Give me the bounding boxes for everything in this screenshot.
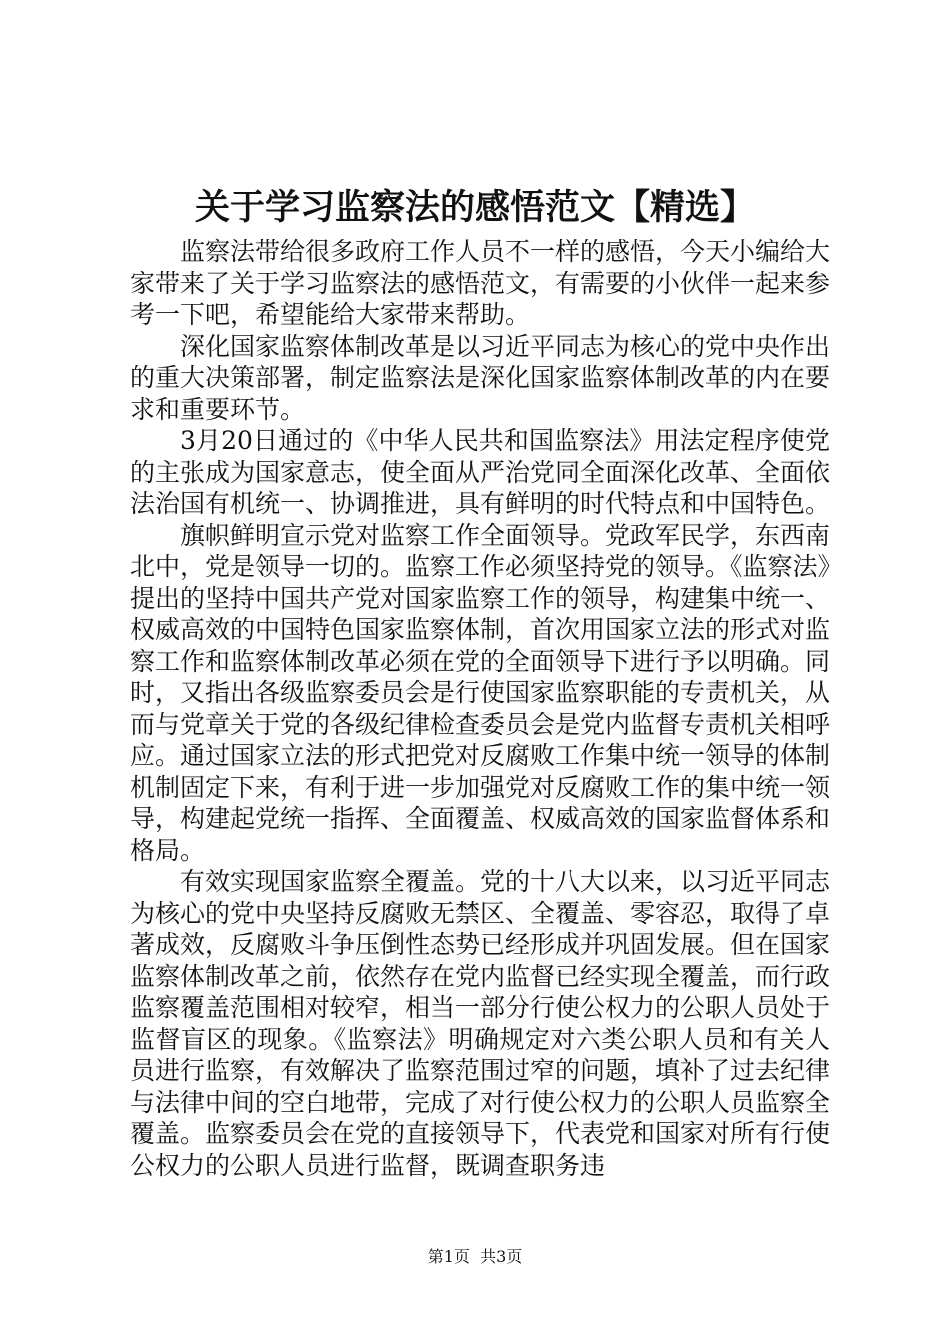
paragraph-reform: 深化国家监察体制改革是以习近平同志为核心的党中央作出的重大决策部署，制定监察法是深化国家监察体制改革的内在要求和重要环节。 [130,331,831,424]
page-footer [0,1246,950,1268]
page-number-current: 第1页 [427,1247,470,1266]
page-number-total: 共3页 [480,1247,523,1266]
document-title: 关于学习监察法的感悟范文【精选】 [194,187,755,228]
paragraph-intro: 监察法带给很多政府工作人员不一样的感悟，今天小编给大家带来了关于学习监察法的感悟范文，有需要的小伙伴一起来参考一下吧，希望能给大家带来帮助。 [130,237,831,329]
paragraph-law-passed: 3月20日通过的《中华人民共和国监察法》用法定程序使党的主张成为国家意志，使全面从严治党同全面深化改革、全面依法治国有机统一、协调推进，具有鲜明的时代特点和中国特色。 [130,426,831,518]
paragraph-party-leadership: 旗帜鲜明宣示党对监察工作全面领导。党政军民学，东西南北中，党是领导一切的。监察工作必须坚持党的领导。《监察法》提出的坚持中国共产党对国家监察工作的领导，构建集中统一、权威高效的中国特色国家监察体制，首次用国家立法的形式对监察工作和监察体制改革必须在党的全面领导下进行予以明确。同时，又指出各级监察委员会是行使国家监察职能的专责机关，从而与党章关于党的各级纪律检查委员会是党内监督专责机关相呼应。通过国家立法的形式把党对反腐败工作集中统一领导的体制机制固定下来，有利于进一步加强党对反腐败工作的集中统一领导，构建起党统一指挥、全面覆盖、权威高效的国家监督体系和格局。 [130,520,831,865]
paragraph-full-coverage: 有效实现国家监察全覆盖。党的十八大以来，以习近平同志为核心的党中央坚持反腐败无禁区、全覆盖、零容忍，取得了卓著成效，反腐败斗争压倒性态势已经形成并巩固发展。但在国家监察体制改革之前，依然存在党内监督已经实现全覆盖，而行政监察覆盖范围相对较窄，相当一部分行使公权力的公职人员处于监督盲区的现象。《监察法》明确规定对六类公职人员和有关人员进行监察，有效解决了监察范围过窄的问题，填补了过去纪律与法律中间的空白地带，完成了对行使公权力的公职人员监察全覆盖。监察委员会在党的直接领导下，代表党和国家对所有行使公权力的公职人员进行监督，既调查职务违 [130,867,831,1180]
document-body [130,236,830,1181]
